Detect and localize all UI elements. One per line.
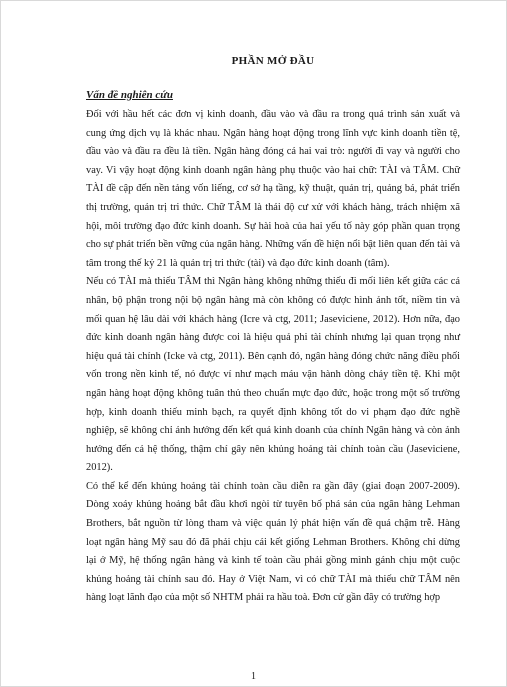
page-title: PHẦN MỞ ĐẦU: [231, 55, 315, 67]
page-content: [86, 55, 460, 608]
paragraph-crisis: Có thể kể đến khủng hoảng tài chính toàn cầu diễn ra gần đây (giai đoạn 2007-2009). Dòng xoáy khủng hoảng bắt đầu khơi ngòi từ tuyên bố phá sản của ngân hàng Lehman Brothers, bắt nguồn từ lòng tham và việc quản lý phát hiện vấn đề quá chậm trễ. Hàng loạt ngân hàng Mỹ sau đó đã phải chịu cái kết giống Lehman Brothers. Không chỉ dừng lại ở Mỹ, hệ thống ngân hàng và kinh tế toàn cầu phải gồng mình gánh chịu một cuộc khủng hoảng tài chính sau đó. Hay ở Việt Nam, vì có chữ TÀI mà thiếu chữ TÂM nên hàng loạt lãnh đạo của một số NHTM phải ra hầu toà. Đơn cử gần đây có trường hợp: [86, 480, 460, 604]
paragraph-intro: Đối với hầu hết các đơn vị kinh doanh, đầu vào và đầu ra trong quá trình sản xuất và cung ứng dịch vụ là khác nhau. Ngân hàng hoạt động trong lĩnh vực kinh doanh tiền tệ, đầu vào và đầu ra đều là tiền. Ngân hàng đóng cả hai vai trò: người đi vay và người cho vay. Vì vậy hoạt động kinh doanh ngân hàng phụ thuộc vào hai chữ: TÀI và TÂM. Chữ TÀI đề cập đến nền tảng vốn liếng, cơ sở hạ tầng, kỹ thuật, quản trị, quảng bá, phát triển thị trường, quản trị tri thức. Chữ TÂM là thái độ cư xử với khách hàng, trách nhiệm xã hội, môi trường đạo đức kinh doanh. Sự hài hoà của hai yếu tố này góp phần quan trọng cho sự phát triển bền vững của ngân hàng. Những vấn đề hiện nổi bật liên quan đến tài và tâm trong thế kỷ 21 là quản trị tri thức (tài) và đạo đức kinh doanh (tâm).: [86, 109, 460, 269]
paragraph-tai-tam: Nếu có TÀI mà thiếu TÂM thì Ngân hàng không những thiếu đi mối liên kết giữa các cá nhân, bộ phận trong nội bộ ngân hàng mà còn không có được hình ảnh tốt, niềm tin và mối quan hệ lâu dài với khách hàng (Icre và ctg, 2011; Jaseviciene, 2012). Hơn nữa, đạo đức kinh doanh ngân hàng được coi là hiệu quả phi tài chính nhưng lại quan trọng như hiệu quả tài chính (Icke và ctg, 2011). Bên cạnh đó, ngân hàng đóng chức năng điều phối vốn trong nền kinh tế, nó được ví như mạch máu vận hành dòng chảy tiền tệ. Khi một ngân hàng hoạt động không tuân thủ theo chuẩn mực đạo đức, hoặc trong một số trường hợp, kinh doanh thiếu minh bạch, ra quyết định không tốt do vi phạm đạo đức nghề nghiệp, sẽ không chỉ ảnh hưởng đến kết quả kinh doanh của chính Ngân hàng và còn ảnh hưởng đến cả hệ thống, thậm chí gây nên khủng hoảng tài chính toàn cầu (Jaseviciene, 2012).: [86, 276, 460, 474]
page-number: 1: [251, 671, 256, 682]
section-heading: Vấn đề nghiên cứu: [86, 89, 173, 101]
